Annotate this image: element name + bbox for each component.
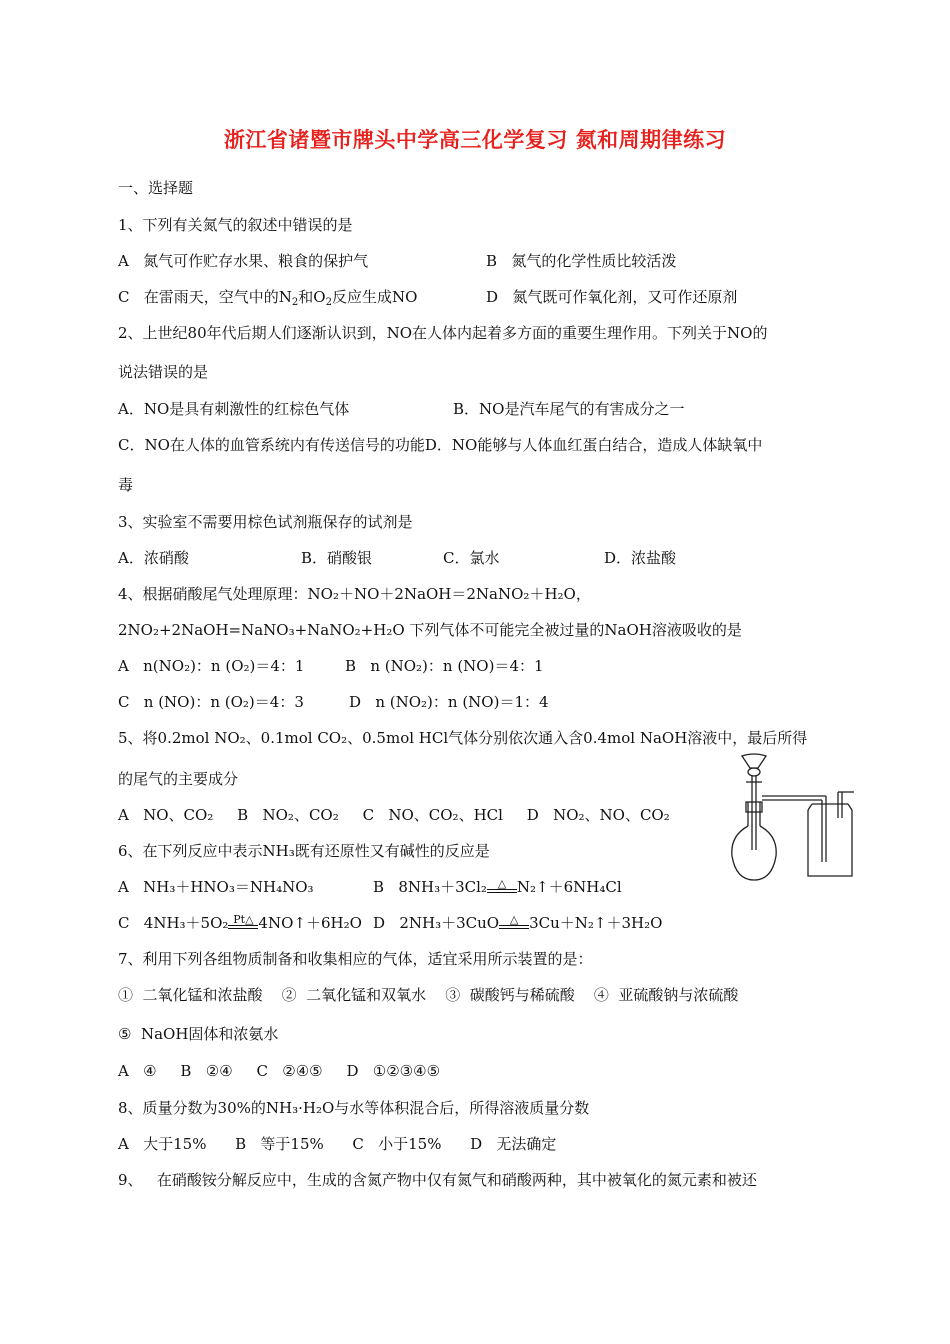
q5-stem-line1: 5、将0.2mol NO₂、0.1mol CO₂、0.5mol HCl气体分别依次通入含0.4mol NaOH溶液中，最后所得 [118, 729, 808, 747]
q6-d-pre: D 2NH₃＋3CuO [373, 914, 500, 932]
q1-option-a: A 氮气可作贮存水果、粮食的保护气 [118, 252, 369, 270]
q3-stem: 3、实验室不需要用棕色试剂瓶保存的试剂是 [118, 513, 413, 531]
q3-option-d: D．浓盐酸 [604, 549, 677, 567]
catalyst-arrow [228, 914, 258, 934]
q1-c-post: 反应生成NO [331, 288, 418, 306]
q6-option-c [118, 913, 362, 934]
double-line [487, 889, 517, 893]
q6-c-post: 4NO↑＋6H₂O [258, 914, 362, 932]
catalyst-label: Pt△ [233, 913, 254, 926]
q2-option-b: B．NO是汽车尾气的有害成分之一 [453, 400, 685, 418]
q9-stem: 9、 在硝酸铵分解反应中，生成的含氮产物中仅有氮气和硝酸两种，其中被氧化的氮元素和被还 [118, 1171, 757, 1189]
q8-stem: 8、质量分数为30%的NH₃·H₂O与水等体积混合后，所得溶液质量分数 [118, 1099, 590, 1117]
subscript: 2 [325, 297, 332, 308]
q4-stem: 4、根据硝酸尾气处理原理：NO₂＋NO＋2NaOH＝2NaNO₂＋H₂O， [118, 585, 591, 603]
q6-c-pre: C 4NH₃＋5O₂ [118, 914, 229, 932]
heat-arrow [487, 878, 517, 898]
q7-item5: ⑤ NaOH固体和浓氨水 [118, 1025, 279, 1043]
q6-d-post: 3Cu＋N₂↑＋3H₂O [529, 914, 663, 932]
q2-option-a: A．NO是具有刺激性的红棕色气体 [118, 400, 350, 418]
q1-stem: 1、下列有关氮气的叙述中错误的是 [118, 216, 353, 234]
q4-stem-line2: 2NO₂+2NaOH=NaNO₃+NaNO₂+H₂O 下列气体不可能完全被过量的NaOH溶液吸收的是 [118, 621, 742, 639]
q7-options: A ④ B ②④ C ②④⑤ D ①②③④⑤ [118, 1062, 441, 1080]
q7-items: ① 二氧化锰和浓盐酸 ② 二氧化锰和双氧水 ③ 碳酸钙与稀硫酸 ④ 亚硫酸钠与浓硫酸 [118, 986, 739, 1004]
q1-option-c [118, 287, 417, 313]
subscript: 2 [291, 297, 299, 308]
q4-option-b: B n (NO₂)：n (NO)＝4：1 [345, 657, 544, 675]
q4-option-a: A n(NO₂)：n (O₂)＝4：1 [118, 657, 305, 675]
q7-stem: 7、利用下列各组物质制备和收集相应的气体，适宜采用所示装置的是： [118, 950, 593, 968]
q1-option-b: B 氮气的化学性质比较活泼 [486, 252, 677, 270]
q2-option-cd-cont: 毒 [118, 476, 134, 494]
q3-option-b: B．硝酸银 [301, 549, 373, 567]
double-line [228, 925, 258, 929]
q6-option-a: A NH₃＋HNO₃＝NH₄NO₃ [118, 878, 314, 896]
q8-options: A 大于15% B 等于15% C 小于15% D 无法确定 [118, 1135, 557, 1153]
section-heading: 一、选择题 [118, 179, 194, 197]
heat-symbol: △ [497, 877, 507, 890]
q6-option-b [373, 877, 622, 898]
heat-symbol: △ [509, 913, 519, 926]
q5-options: A NO、CO₂ B NO₂、CO₂ C NO、CO₂、HCl D NO₂、NO、CO₂ [118, 806, 670, 824]
heat-arrow [499, 914, 529, 934]
q1-c-mid: 和O [298, 288, 326, 306]
q2-option-cd: C．NO在人体的血管系统内有传送信号的功能D．NO能够与人体血红蛋白结合，造成人体缺氧中 [118, 436, 763, 454]
q1-option-d: D 氮气既可作氧化剂，又可作还原剂 [486, 288, 738, 306]
q6-b-pre: B 8NH₃＋3Cl₂ [373, 878, 487, 896]
q4-option-d: D n (NO₂)：n (NO)＝1：4 [349, 693, 549, 711]
q4-option-c: C n (NO)：n (O₂)＝4：3 [118, 693, 304, 711]
q3-option-c: C．氯水 [443, 549, 500, 567]
page-title: 浙江省诸暨市牌头中学高三化学复习 氮和周期律练习 [223, 127, 727, 152]
q5-stem-line2: 的尾气的主要成分 [118, 770, 239, 788]
q2-stem-line1: 2、上世纪80年代后期人们逐渐认识到，NO在人体内起着多方面的重要生理作用。下列关于NO的 [118, 324, 768, 342]
q1-c-pre: C 在雷雨天，空气中的N [118, 288, 292, 306]
q3-option-a: A．浓硝酸 [118, 549, 189, 567]
q6-b-post: N₂↑＋6NH₄Cl [516, 878, 622, 896]
q6-stem: 6、在下列反应中表示NH₃既有还原性又有碱性的反应是 [118, 842, 490, 860]
q6-option-d [373, 913, 662, 934]
double-line [499, 925, 529, 929]
gas-generation-apparatus [728, 752, 862, 892]
q2-stem-line2: 说法错误的是 [118, 363, 209, 381]
